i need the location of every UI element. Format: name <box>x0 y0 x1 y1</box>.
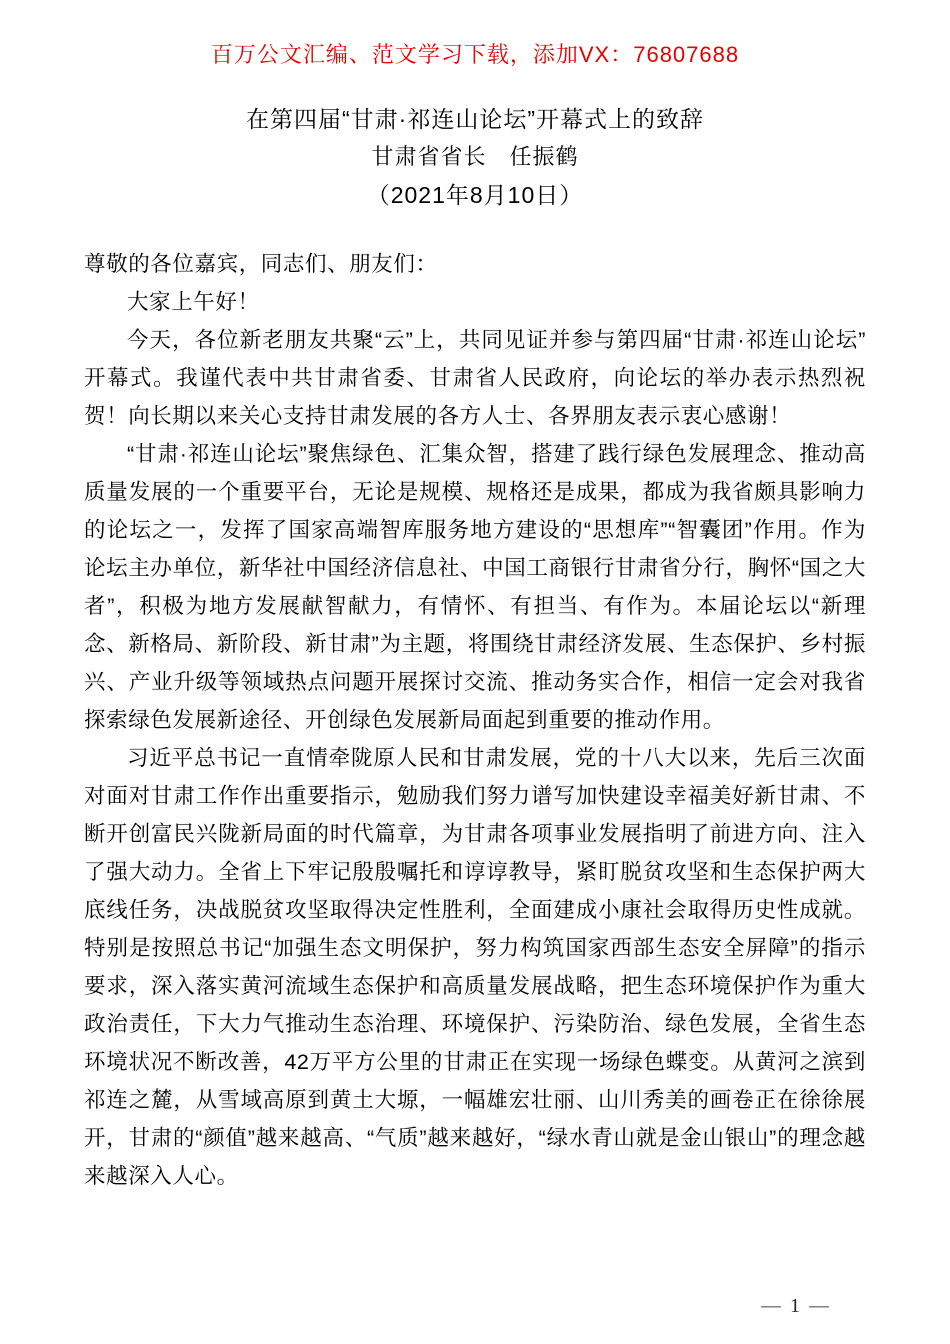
date-line: （2021年8月10日） <box>366 182 584 208</box>
greeting-line: 大家上午好！ <box>127 290 260 314</box>
page-number-value: 1 <box>790 1295 800 1317</box>
salutation-line: 尊敬的各位嘉宾，同志们、朋友们： <box>84 252 438 276</box>
paragraph-forum-intro: “甘肃·祁连山论坛”聚焦绿色、汇集众智，搭建了践行绿色发展理念、推动高质量发展的一个重要平台，无论是规模、规格还是成果，都成为我省颇具影响力的论坛之一，发挥了国家高端智库服务地方建设的“思想库”“智囊团”作用。作为论坛主办单位，新华社中国经济信息社、中国工商银行甘肃省分行，胸怀“国之大者”，积极为地方发展献智献力，有情怀、有担当、有作为。本届论坛以“新理念、新格局、新阶段、新甘肃”为主题，将围绕甘肃经济发展、生态保护、乡村振兴、产业升级等领域热点问题开展探讨交流、推动务实合作，相信一定会对我省探索绿色发展新途径、开创绿色发展新局面起到重要的推动作用。 <box>84 442 866 732</box>
header-ad-notice: 百万公文汇编、范文学习下载，添加VX：76807688 <box>210 42 740 67</box>
page-number <box>752 1295 838 1318</box>
author-line: 甘肃省省长 任振鹤 <box>371 144 579 169</box>
document-body <box>84 245 866 1195</box>
paragraph-opening: 今天，各位新老朋友共聚“云”上，共同见证并参与第四届“甘肃·祁连山论坛”开幕式。我谨代表中共甘肃省委、甘肃省人民政府，向论坛的举办表示热烈祝贺！向长期以来关心支持甘肃发展的各方人士、各界朋友表示衷心感谢！ <box>84 328 866 428</box>
page-number-dash-left: — <box>761 1295 781 1317</box>
paragraph-development: 习近平总书记一直情牵陇原人民和甘肃发展，党的十八大以来，先后三次面对面对甘肃工作作出重要指示，勉励我们努力谱写加快建设幸福美好新甘肃、不断开创富民兴陇新局面的时代篇章，为甘肃各项事业发展指明了前进方向、注入了强大动力。全省上下牢记殷殷嘱托和谆谆教导，紧盯脱贫攻坚和生态保护两大底线任务，决战脱贫攻坚取得决定性胜利，全面建成小康社会取得历史性成就。特别是按照总书记“加强生态文明保护，努力构筑国家西部生态安全屏障”的指示要求，深入落实黄河流域生态保护和高质量发展战略，把生态环境保护作为重大政治责任，下大力气推动生态治理、环境保护、污染防治、绿色发展，全省生态环境状况不断改善，42万平方公里的甘肃正在实现一场绿色蝶变。从黄河之滨到祁连之麓，从雪域高原到黄土大塬，一幅雄宏壮丽、山川秀美的画卷正在徐徐展开，甘肃的“颜值”越来越高、“气质”越来越好，“绿水青山就是金山银山”的理念越来越深入人心。 <box>84 746 866 1188</box>
document-title: 在第四届“甘肃·祁连山论坛”开幕式上的致辞 <box>246 106 704 132</box>
page-number-dash-right: — <box>809 1295 829 1317</box>
title-block <box>84 100 866 214</box>
